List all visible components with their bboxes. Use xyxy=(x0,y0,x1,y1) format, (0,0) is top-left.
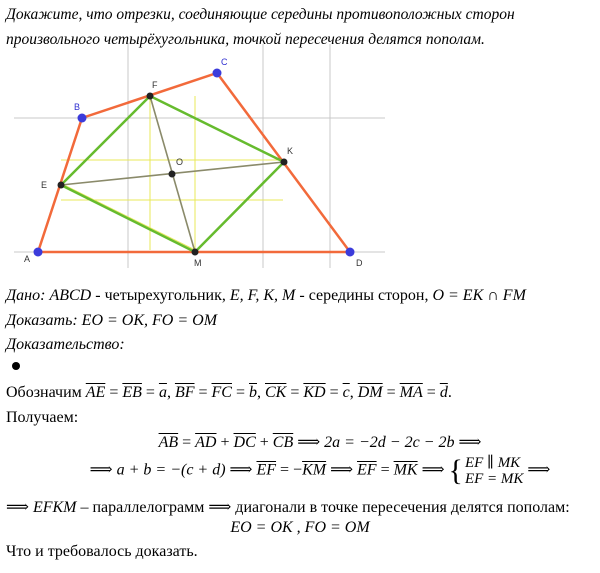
equation-2: ⟹ a + b = −(c + d) ⟹ $\overline{EF} = -\overline{KM}$ ⟹ $\overline{EF} = \overline{MK}$ ⟹ { EF ∥ MK EF = MK ⟹ xyxy=(89,454,551,487)
point-c xyxy=(213,69,222,78)
point-b xyxy=(78,114,87,123)
point-f xyxy=(147,93,154,100)
denote-line: Обозначим $\overline{AE} = \overline{EB} = \overline{a}$, $\overline{BF} = \overline{FC} = \overline{b}$, $\overline{CK} = \overline{KD} = \overline{c}$, $\overline{DM} = \overline{MA} = \overline{d}$. xyxy=(6,384,452,401)
label-o: O xyxy=(176,157,184,167)
label-d: D xyxy=(356,258,363,268)
geometry-figure xyxy=(0,44,600,269)
point-k xyxy=(281,159,288,166)
conclusion-line: ⟹ EFKM – параллелограмм ⟹ диагонали в точке пересечения делятся пополам: xyxy=(6,499,570,516)
equation-1: $\overline{AB} = \overline{AD} + \overline{DC} + \overline{CB}$ ⟹ 2a = −2d − 2c − 2b ⟹ xyxy=(158,434,482,451)
point-d xyxy=(346,248,355,257)
label-m: M xyxy=(194,258,202,268)
label-c: C xyxy=(221,57,228,67)
result-line: EO = OK , FO = OM xyxy=(230,519,370,536)
final-line: Что и требовалось доказать. xyxy=(6,543,198,560)
label-k: K xyxy=(287,146,294,156)
point-o xyxy=(169,171,176,178)
label-b: B xyxy=(74,102,81,112)
label-f: F xyxy=(152,80,158,90)
proof-heading: Доказательство: xyxy=(6,336,125,353)
bullet-marker xyxy=(12,362,20,370)
problem-statement: Докажите, что отрезки, соединяющие середины противоположных сторон произвольного четырёхугольника, точкой пересечения делятся пополам. xyxy=(6,6,515,48)
given-line: Дано: ABCD - четырехугольник, E, F, K, M - середины сторон, O = EK ∩ FM xyxy=(6,287,526,304)
point-e xyxy=(58,182,65,189)
label-e: E xyxy=(41,180,48,190)
prove-line: Доказать: EO = OK, FO = OM xyxy=(6,312,218,329)
label-a: A xyxy=(24,254,31,264)
point-a xyxy=(34,248,43,257)
point-m xyxy=(192,249,199,256)
obtain-line: Получаем: xyxy=(6,409,79,426)
